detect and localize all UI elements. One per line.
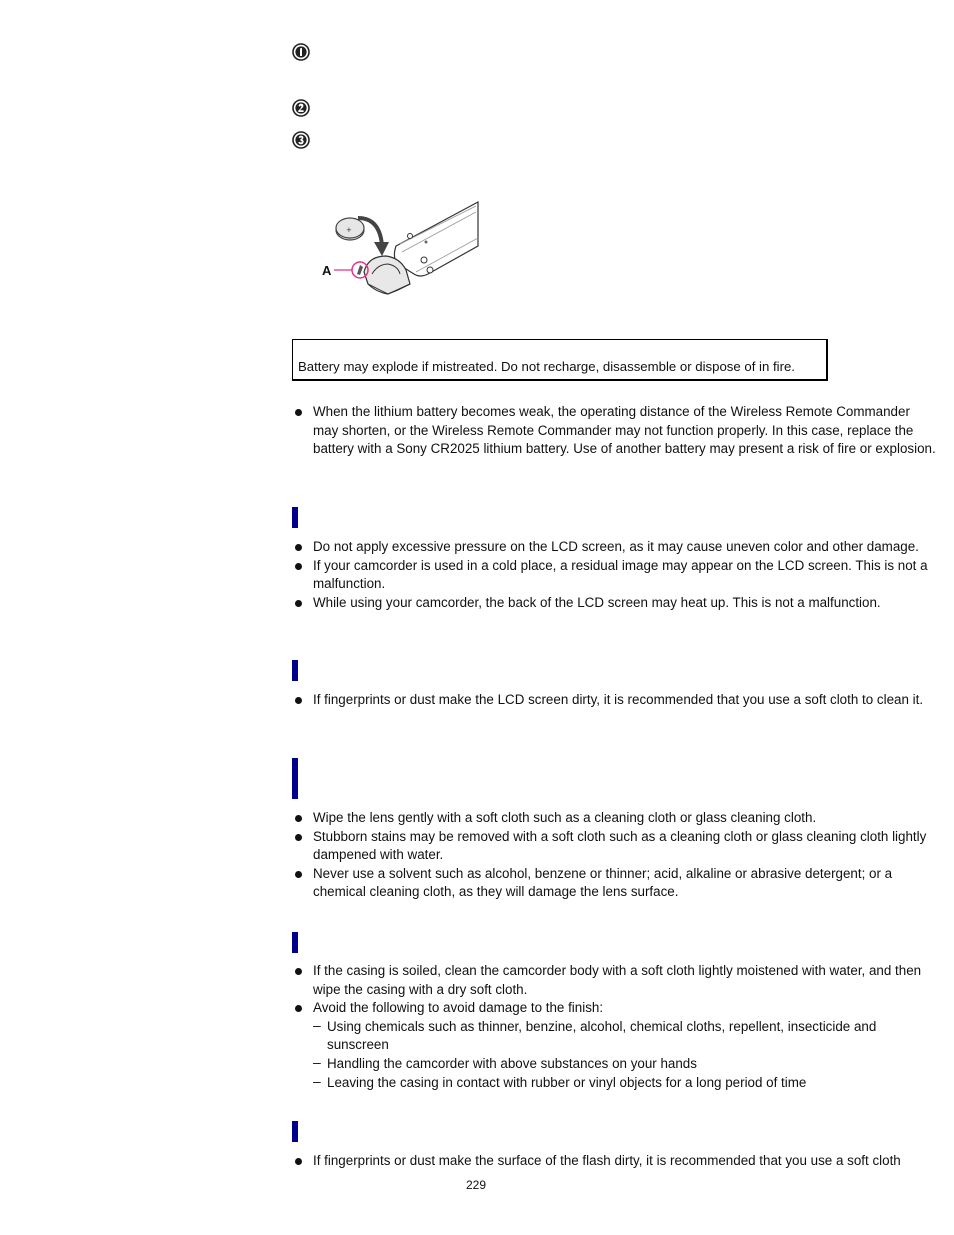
battery-warning-box [292,339,828,381]
battery-notes-list [293,403,938,459]
lcd-cleaning-list [293,691,938,710]
list-item: When the lithium battery becomes weak, the operating distance of the Wireless Remote Commander may shorten, or the Wireless Remote Commander may not function properly. In this case, replace the battery with a Sony CR2025 lithium battery. Use of another battery may present a risk of fire or explosion. [293,403,938,459]
lens-cleaning-list [293,809,938,902]
list-item: Stubborn stains may be removed with a soft cloth such as a cleaning cloth or glass cleaning cloth lightly dampened with water. [293,828,938,865]
sub-list-item: – Handling the camcorder with above substances on your hands [313,1055,938,1074]
flash-cleaning-list [293,1152,938,1171]
list-item: Do not apply excessive pressure on the LCD screen, as it may cause uneven color and other damage. [293,538,938,557]
lcd-handling-list [293,538,938,612]
callout-label-a: A [322,263,332,278]
casing-care-list [293,962,938,1092]
list-item: If your camcorder is used in a cold place, a residual image may appear on the LCD screen. This is not a malfunction. [293,557,938,594]
list-item-text: Avoid the following to avoid damage to the finish: [313,1000,604,1016]
page-number: 229 [466,1178,487,1192]
list-item: If fingerprints or dust make the surface of the flash dirty, it is recommended that you use a soft cloth [293,1152,938,1171]
sub-list-item: – Leaving the casing in contact with rubber or vinyl objects for a long period of time [313,1074,938,1093]
battery-warning-text: Battery may explode if mistreated. Do not recharge, disassemble or dispose of in fire. [298,359,795,374]
list-item: While using your camcorder, the back of the LCD screen may heat up. This is not a malfunction. [293,594,938,613]
list-item: If the casing is soiled, clean the camcorder body with a soft cloth lightly moistened with water, and then wipe the casing with a dry soft cloth. [293,962,938,999]
section-heading-bar [292,507,298,528]
step-2-icon [292,99,310,117]
list-item [293,999,938,1092]
step-3-icon [292,131,310,149]
step-1-icon [292,43,310,61]
casing-avoid-sublist [313,1018,938,1092]
battery-replacement-illustration [318,196,482,300]
list-item: Wipe the lens gently with a soft cloth such as a cleaning cloth or glass cleaning cloth. [293,809,938,828]
section-heading-bar [292,758,298,799]
list-item: If fingerprints or dust make the LCD screen dirty, it is recommended that you use a soft cloth to clean it. [293,691,938,710]
section-heading-bar [292,932,298,953]
section-heading-bar [292,660,298,681]
sub-list-item: – Using chemicals such as thinner, benzine, alcohol, chemical cloths, repellent, insecticide and sunscreen [313,1018,938,1055]
list-item: Never use a solvent such as alcohol, benzene or thinner; acid, alkaline or abrasive detergent; or a chemical cleaning cloth, as they will damage the lens surface. [293,865,938,902]
section-heading-bar [292,1121,298,1142]
svg-text:+: + [346,226,352,234]
